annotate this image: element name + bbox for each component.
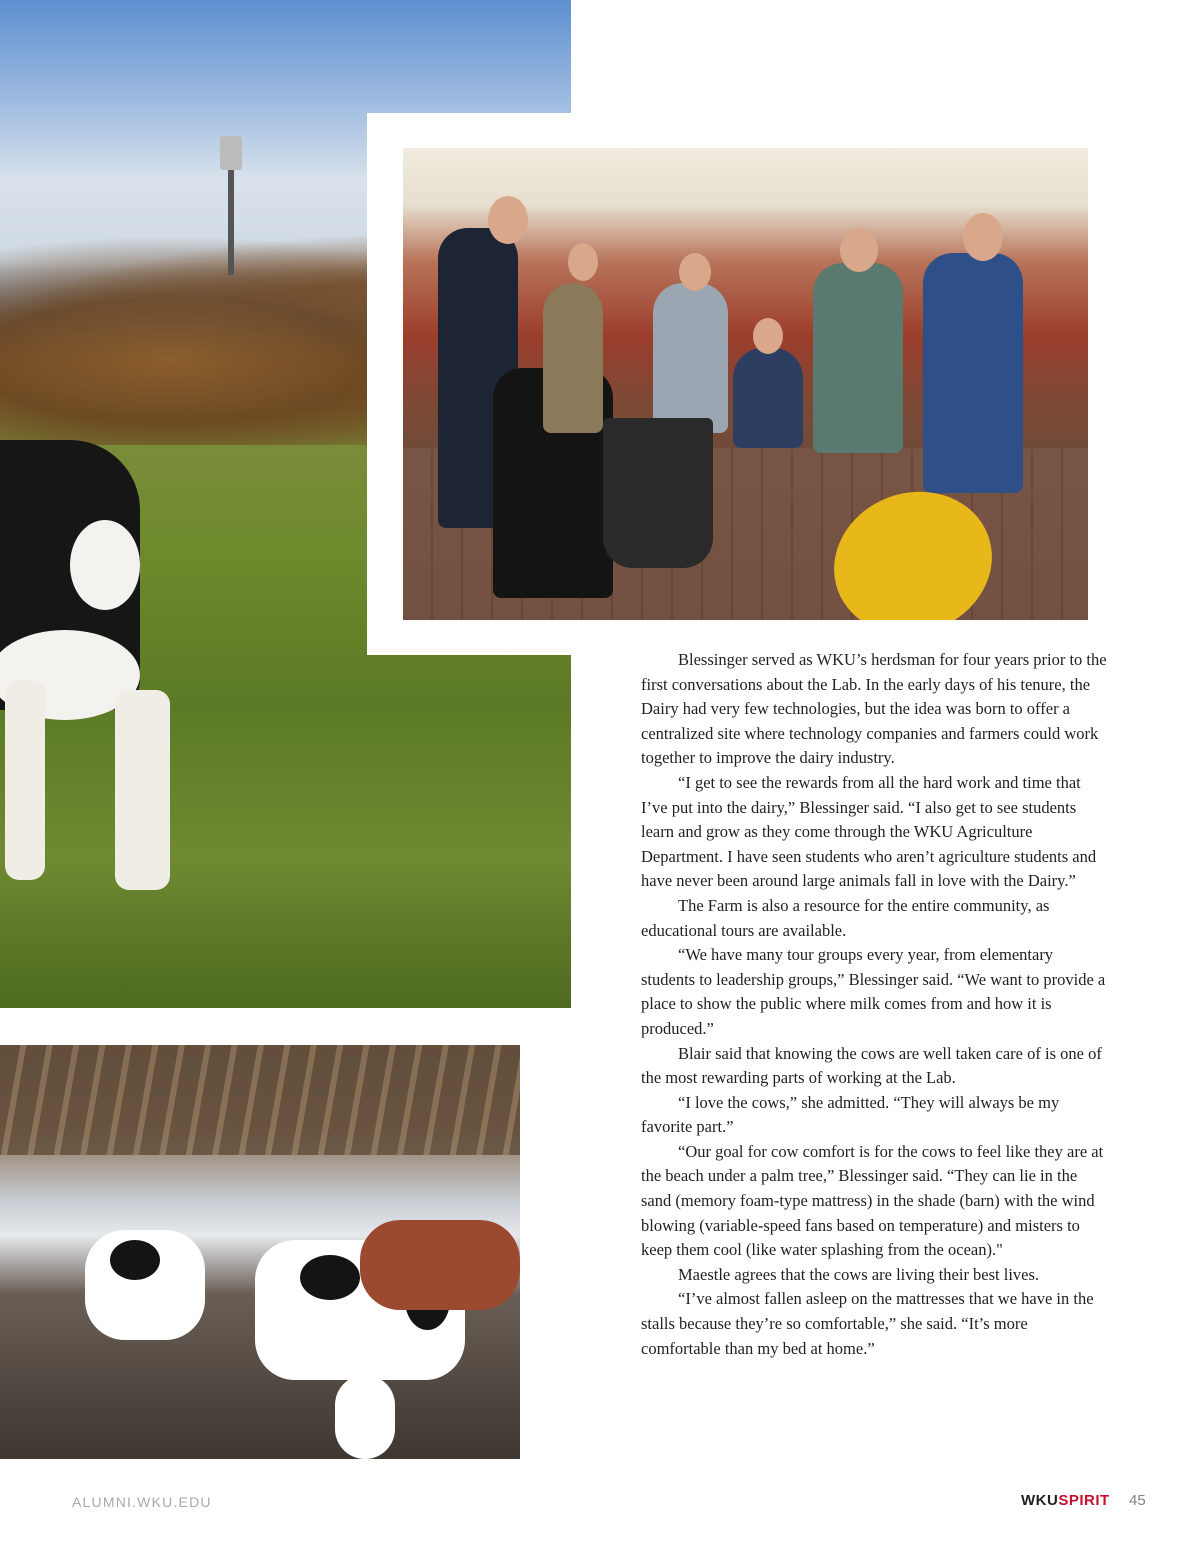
article-paragraph: Blair said that knowing the cows are well taken care of is one of the most rewarding parts of working at the Lab. — [641, 1043, 1102, 1088]
page-number: 45 — [1129, 1492, 1146, 1509]
person — [653, 283, 728, 433]
cow-leg — [5, 680, 45, 880]
cow — [360, 1220, 520, 1310]
light-pole-lamp — [220, 136, 242, 170]
barn-roof — [0, 1045, 520, 1155]
article-paragraph: Blessinger served as WKU’s herdsman for four years prior to the first conversations about the Lab. In the early days of his tenure, the Dairy had very few technologies, but the idea was born to offer a centralized site where technology companies and farmers could work together to improve the dairy industry. — [641, 650, 1107, 768]
person-head — [753, 318, 783, 354]
cow-spot — [110, 1240, 160, 1280]
brand-spirit: SPIRIT — [1058, 1492, 1110, 1509]
brand-wku: WKU — [1021, 1492, 1059, 1509]
person — [923, 253, 1023, 493]
article-paragraph: Maestle agrees that the cows are living their best lives. — [678, 1264, 1040, 1284]
footer-url-link[interactable]: ALUMNI.WKU.EDU — [72, 1494, 212, 1510]
cow-spot — [300, 1255, 360, 1300]
article-paragraph: “I get to see the rewards from all the hard work and time that I’ve put into the dairy,” Blessinger said. “I also get to see students learn and grow as they come through the WKU Agriculture Department. I have seen students who aren’t agriculture students and have never been around large animals fall in love with the Dairy.” — [641, 772, 1097, 891]
person-head — [679, 253, 711, 291]
article-body — [641, 648, 1111, 1361]
free-stall-barn-photo — [0, 1045, 520, 1459]
cow — [335, 1375, 395, 1459]
bucket — [603, 418, 713, 568]
person — [813, 263, 903, 453]
person-head — [963, 213, 1003, 261]
article-paragraph: The Farm is also a resource for the entire community, as educational tours are available. — [641, 895, 1050, 940]
person-head — [568, 243, 598, 281]
person — [543, 283, 603, 433]
barn-meeting-photo — [403, 148, 1088, 620]
person-head — [488, 196, 528, 244]
article-paragraph: “I’ve almost fallen asleep on the mattresses that we have in the stalls because they’re so comfortable,” she said. “It’s more comfortable than my bed at home.” — [641, 1289, 1094, 1358]
cow-leg — [115, 690, 170, 890]
article-paragraph: “We have many tour groups every year, from elementary students to leadership groups,” Blessinger said. “We want to provide a place to show the public where milk comes from and how it is produced.” — [641, 945, 1106, 1038]
person — [733, 348, 803, 448]
magazine-brand-logo — [1021, 1492, 1110, 1509]
cow-white-patch — [70, 520, 140, 610]
person-head — [840, 228, 878, 272]
article-paragraph: “Our goal for cow comfort is for the cows to feel like they are at the beach under a palm tree,” Blessinger said. “They can lie in the sand (memory foam-type mattress) in the shade (barn) with the wind blowing (variable-speed fans based on temperature) and misters to keep them cool (like water splashing from the ocean)." — [641, 1141, 1104, 1260]
article-paragraph: “I love the cows,” she admitted. “They will always be my favorite part.” — [641, 1092, 1060, 1137]
